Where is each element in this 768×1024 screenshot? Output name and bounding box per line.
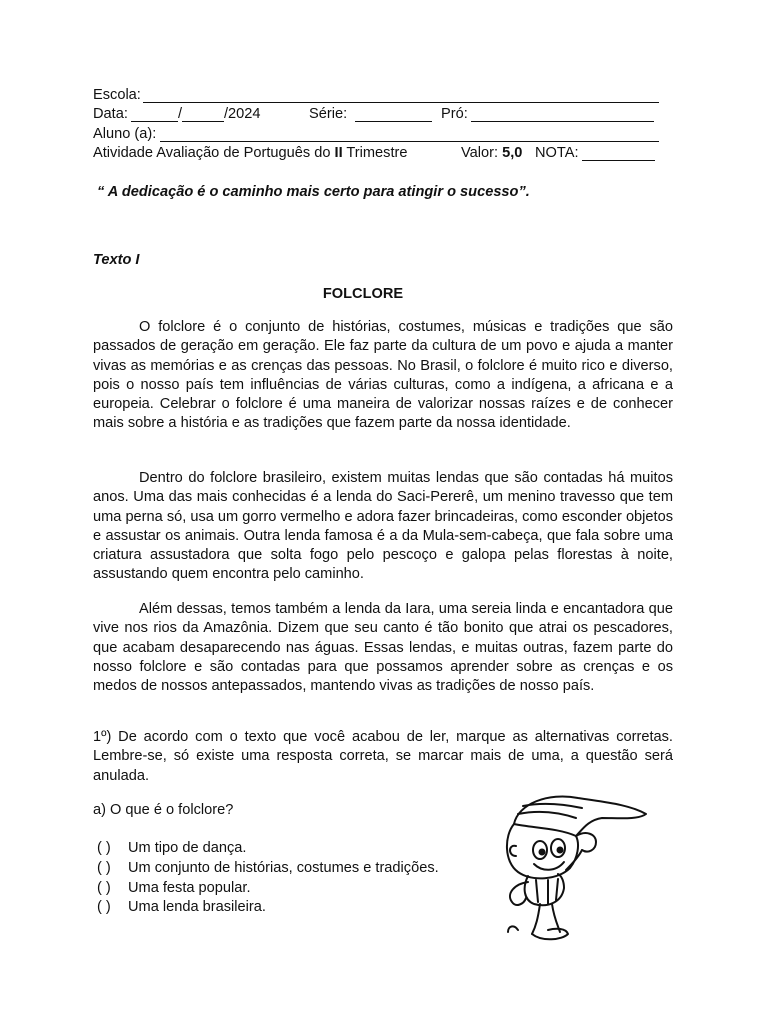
header-line-aluno [93,125,675,144]
aluno-label: Aluno (a): [93,125,157,142]
option-text: Uma lenda brasileira. [128,899,266,916]
motto-quote: “ A dedicação é o caminho mais certo para atingir o sucesso”. [97,184,530,200]
serie-label: Série: [309,106,348,123]
valor-label: Valor: 5,0 [461,145,523,162]
paragraph-1: O folclore é o conjunto de histórias, costumes, músicas e tradições que são passados de geração em geração. Ele faz parte da cultura de um povo e ajuda a manter vivas as memórias e as crenças das pessoas. No Brasil, o folclore é muito rico e diverso, pois o nosso país tem influências de várias culturas, como a indígena, a africana e a europeia. Celebrar o folclore é uma maneira de valorizar nossas raízes e de conhecer mais sobre a história e as tradições que fazem parte da nossa identidade. [93,319,673,432]
month-field[interactable] [182,107,224,122]
answer-checkbox[interactable]: ( ) [97,899,111,916]
year-text: /2024 [224,106,261,123]
escola-field[interactable] [143,88,659,103]
option-row[interactable] [97,898,439,918]
header-line-atividade [93,144,675,163]
text-title: FOLCLORE [322,286,404,302]
answer-checkbox[interactable]: ( ) [97,840,111,856]
nota-field[interactable] [582,146,655,161]
student-header [93,86,675,164]
question-1-instructions: 1º) De acordo com o texto que você acabou de ler, marque as alternativas corretas. Lembre-se, só existe uma resposta correta, se marcar mais de uma, a questão será anulada. [93,729,673,784]
header-line-escola [93,86,675,105]
option-row[interactable] [97,879,439,899]
text-label: Texto I [93,252,140,268]
paragraph-3: Além dessas, temos também a lenda da Iara, uma sereia linda e encantadora que vive nos rios da Amazônia. Dizem que seu canto é tão bonito que atrai os pescadores, que acabam desaparecendo nas águas. Essas lendas, e muitas outras, fazem parte do nosso folclore e são contadas para que possamos aprender sobre as crenças e os medos de nossos antepassados, mantendo vivas as tradições de nosso país. [93,601,673,695]
answer-checkbox[interactable]: ( ) [97,879,111,896]
pro-label: Pró: [441,106,468,123]
option-text: Um tipo de dança. [128,840,247,856]
nota-label: NOTA: [535,145,579,162]
option-text: Uma festa popular. [128,879,251,896]
aluno-field[interactable] [160,127,659,142]
question-a-options [97,839,439,918]
option-text: Um conjunto de histórias, costumes e tradições. [128,859,439,876]
option-row[interactable] [97,839,439,859]
option-row[interactable] [97,859,439,879]
escola-label: Escola: [93,87,141,103]
data-label: Data: [93,106,128,123]
serie-field[interactable] [355,107,432,122]
day-field[interactable] [131,107,178,122]
date-separator: / [178,106,183,123]
header-line-data [93,105,675,124]
saci-illustration [478,784,658,944]
atividade-label: Atividade Avaliação de Português do II Trimestre [93,145,408,162]
answer-checkbox[interactable]: ( ) [97,859,111,876]
question-a-prompt: a) O que é o folclore? [93,802,234,818]
paragraph-2: Dentro do folclore brasileiro, existem muitas lendas que são contadas há muitos anos. Uma das mais conhecidas é a lenda do Saci-Pererê, um menino travesso que tem uma perna só, usa um gorro vermelho e adora fazer brincadeiras, como esconder objetos e assustar os animais. Outra lenda famosa é a da Mula-sem-cabeça, que fala sobre uma criatura assustadora que solta fogo pelo pescoço e galopa pelas florestas à noite, assustando quem encontra pelo caminho. [93,470,674,583]
pro-field[interactable] [471,107,654,122]
